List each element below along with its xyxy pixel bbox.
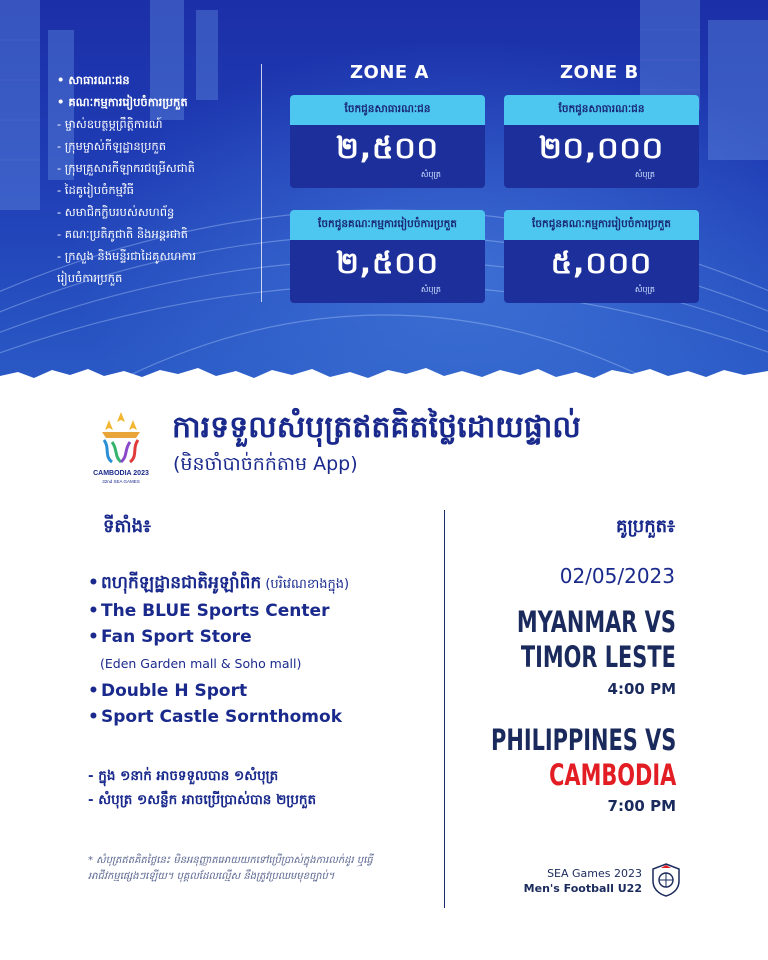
locations-title: ទីតាំង៖ [103,516,151,537]
logo-text: CAMBODIA 2023 [93,470,149,477]
event-label [524,866,642,896]
location-name: The BLUE Sports Center [101,601,330,621]
ticket-unit: សំបុត្រ [634,170,655,179]
matches-title: គូប្រកួត៖ [616,516,675,537]
match-1-line-1: MYANMAR VS [516,605,676,639]
zone-a-public-card [290,95,485,188]
match-2-teams [491,723,676,793]
location-item [88,598,349,624]
bullet: • [88,573,99,593]
event-name: SEA Games 2023 [547,867,642,880]
rule-item: - សំបុត្រ ១សន្លឹក អាចប្រើប្រាស់បាន ២ប្រកួត [88,792,317,808]
ticket-unit: សំបុត្រ [420,170,441,179]
locations-list [88,570,349,730]
audience-list [57,69,257,289]
audience-item: - ដៃគូរៀបចំកម្មវិធី [57,183,134,197]
ticket-unit: សំបុត្រ [420,285,441,294]
bullet: • [88,627,99,647]
match-date: 02/05/2023 [559,564,675,588]
location-name: Sport Castle Sornthomok [101,707,343,727]
card-caption: ចែកជូនគណៈកម្មការរៀបចំការប្រកួត [504,210,699,240]
location-item [88,570,349,598]
audience-item: - សមាជិកក្លិបរបស់សហព័ន្ធ [57,205,175,219]
location-item [88,678,349,704]
footnote: * សំបុត្រឥតគិតថ្លៃនេះ មិនអនុញ្ញាតអោយយកទៅប្រើប្រាស់ក្នុងការលក់ដូរ ឬធ្វើអាជីវកម្មផ្សេងៗឡើយ។ បុគ្គលដែលល្មើស នឹងត្រូវប្រឈមមុខច្បាប់។ [88,855,373,882]
location-item [88,704,349,730]
federation-emblem-icon [651,863,681,897]
audience-item: រៀបចំការប្រកួត [57,271,123,285]
match-1-time: 4:00 PM [607,680,676,698]
location-name: ពហុកីឡដ្ឋានជាតិអូឡាំពិក [101,573,262,593]
location-name: Double H Sport [101,681,248,701]
audience-item: - ក្រុមគ្រួសារកីឡាករជម្រើសជាតិ [57,161,195,175]
cambodia-2023-logo [92,408,150,488]
bullet: • [88,707,99,727]
bullet: • [88,681,99,701]
zone-a-committee-card [290,210,485,303]
card-caption: ចែកជូនសាធារណៈជន [504,95,699,125]
audience-item: • គណៈកម្មការរៀបចំការប្រកួត [57,95,188,109]
zone-b-public-card [504,95,699,188]
torn-paper-edge [0,352,768,397]
match-2-time: 7:00 PM [607,797,676,815]
location-name: Fan Sport Store [101,627,252,647]
rule-item: - ក្នុង ១នាក់ អាចទទួលបាន ១សំបុត្រ [88,768,279,784]
audience-item: - ក្រុមម្ចាស់កីឡដ្ឋានប្រកួត [57,139,166,153]
audience-item: - គណៈប្រតិភូជាតិ និងអន្តរជាតិ [57,227,188,241]
audience-item: - ម្ចាស់ឧបត្ថម្ភព្រឹត្តិការណ៍ [57,117,163,131]
banner-divider [261,64,262,302]
zone-b-committee-card [504,210,699,303]
column-divider [444,510,445,908]
event-competition: Men's Football U22 [523,882,642,895]
page-subtitle: (មិនចាំបាច់កក់តាម App) [173,453,358,475]
ticket-count: ២,៥០០ [336,131,439,166]
card-caption: ចែកជូនគណៈកម្មការរៀបចំការប្រកួត [290,210,485,240]
rules-list [88,764,316,812]
match-1-line-2: TIMOR LESTE [520,640,676,674]
location-note [88,650,349,678]
ticket-count: ៥,០០០ [550,246,653,281]
ticket-count: ២,៥០០ [336,246,439,281]
logo-subtext: 32nd SEA GAMES [102,479,140,484]
location-name: (Eden Garden mall & Soho mall) [100,656,302,671]
ticket-unit: សំបុត្រ [634,285,655,294]
zone-a-title: ZONE A [350,62,429,83]
zone-b-title: ZONE B [560,62,639,83]
card-caption: ចែកជូនសាធារណៈជន [290,95,485,125]
location-detail: (បរិវេណខាងក្នុង) [261,577,350,592]
match-2-line-2: CAMBODIA [548,758,676,792]
match-2-line-1: PHILIPPINES VS [490,723,676,757]
ticket-count: ២០,០០០ [538,131,665,166]
location-item [88,624,349,650]
match-1-teams [517,605,676,675]
page-title: ការទទួលសំបុត្រឥតគិតថ្លៃដោយផ្ទាល់ [172,410,581,445]
zone-banner [0,0,768,385]
audience-item: - ក្រសួង និងមន្ទីរជាដៃគូសហការ [57,249,196,263]
audience-item: • សាធារណៈជន [57,73,130,87]
bullet: • [88,601,99,621]
